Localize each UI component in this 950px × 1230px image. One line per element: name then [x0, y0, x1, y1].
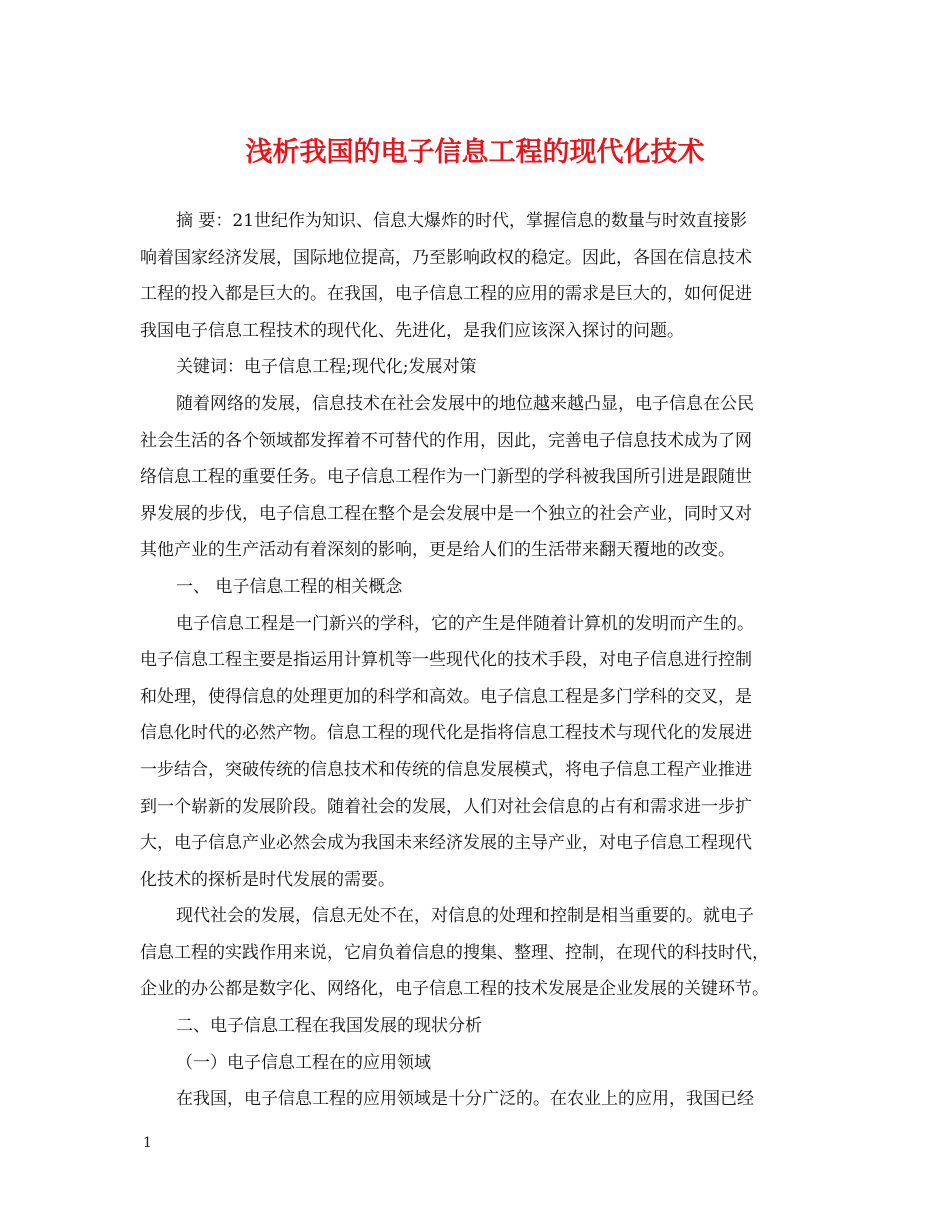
page-number: 1	[143, 1135, 152, 1151]
paragraph-line: 到一个崭新的发展阶段。随着社会的发展，人们对社会信息的占有和需求进一步扩	[140, 796, 752, 817]
paragraph-line: 界发展的步伐，电子信息工程在整个是会发展中是一个独立的社会产业，同时又对	[140, 503, 752, 524]
paragraph-line: 电子信息工程主要是指运用计算机等一些现代化的技术手段，对电子信息进行控制	[140, 650, 752, 671]
abstract-line-1: 摘 要：21世纪作为知识、信息大爆炸的时代，掌握信息的数量与时效直接影	[176, 211, 748, 231]
document-title: 浅析我国的电子信息工程的现代化技术	[245, 137, 705, 168]
paragraph-line: 企业的办公都是数字化、网络化，电子信息工程的技术发展是企业发展的关键环节。	[140, 979, 769, 1000]
paragraph-line: 社会生活的各个领域都发挥着不可替代的作用，因此，完善电子信息技术成为了网	[140, 430, 752, 451]
abstract-line-4: 我国电子信息工程技术的现代化、先进化，是我们应该深入探讨的问题。	[140, 320, 684, 341]
paragraph-line: 络信息工程的重要任务。电子信息工程作为一门新型的学科被我国所引进是跟随世	[140, 467, 752, 488]
paragraph-line: 信息工程的实践作用来说，它肩负着信息的搜集、整理、控制，在现代的科技时代，	[140, 942, 769, 963]
paragraph-line: 现代社会的发展，信息无处不在，对信息的处理和控制是相当重要的。就电子	[176, 906, 754, 927]
paragraph-line: 信息化时代的必然产物。信息工程的现代化是指将信息工程技术与现代化的发展进	[140, 723, 752, 744]
abstract-line-2: 响着国家经济发展，国际地位提高，乃至影响政权的稳定。因此，各国在信息技术	[140, 247, 752, 268]
paragraph-line: 电子信息工程是一门新兴的学科，它的产生是伴随着计算机的发明而产生的。	[176, 613, 754, 634]
paragraph-line: 大，电子信息产业必然会成为我国未来经济发展的主导产业，对电子信息工程现代	[140, 833, 752, 854]
keywords-line: 关键词：电子信息工程;现代化;发展对策	[176, 357, 477, 378]
paragraph-line: 在我国，电子信息工程的应用领域是十分广泛的。在农业上的应用，我国已经	[176, 1089, 754, 1110]
paragraph-line: 化技术的探析是时代发展的需要。	[140, 869, 395, 890]
paragraph-line: 其他产业的生产活动有着深刻的影响，更是给人们的生活带来翻天覆地的改变。	[140, 540, 735, 561]
abstract-line-3: 工程的投入都是巨大的。在我国，电子信息工程的应用的需求是巨大的，如何促进	[140, 284, 752, 305]
section-heading-1: 一、 电子信息工程的相关概念	[176, 576, 403, 597]
paragraph-line: 一步结合，突破传统的信息技术和传统的信息发展模式，将电子信息工程产业推进	[140, 759, 752, 780]
document-body	[140, 203, 812, 1118]
subsection-heading-1: （一）电子信息工程在的应用领域	[176, 1052, 431, 1073]
section-heading-2: 二、电子信息工程在我国发展的现状分析	[176, 1016, 482, 1037]
paragraph-line: 随着网络的发展，信息技术在社会发展中的地位越来越凸显，电子信息在公民	[176, 393, 754, 414]
paragraph-line: 和处理，使得信息的处理更加的科学和高效。电子信息工程是多门学科的交叉，是	[140, 686, 752, 707]
